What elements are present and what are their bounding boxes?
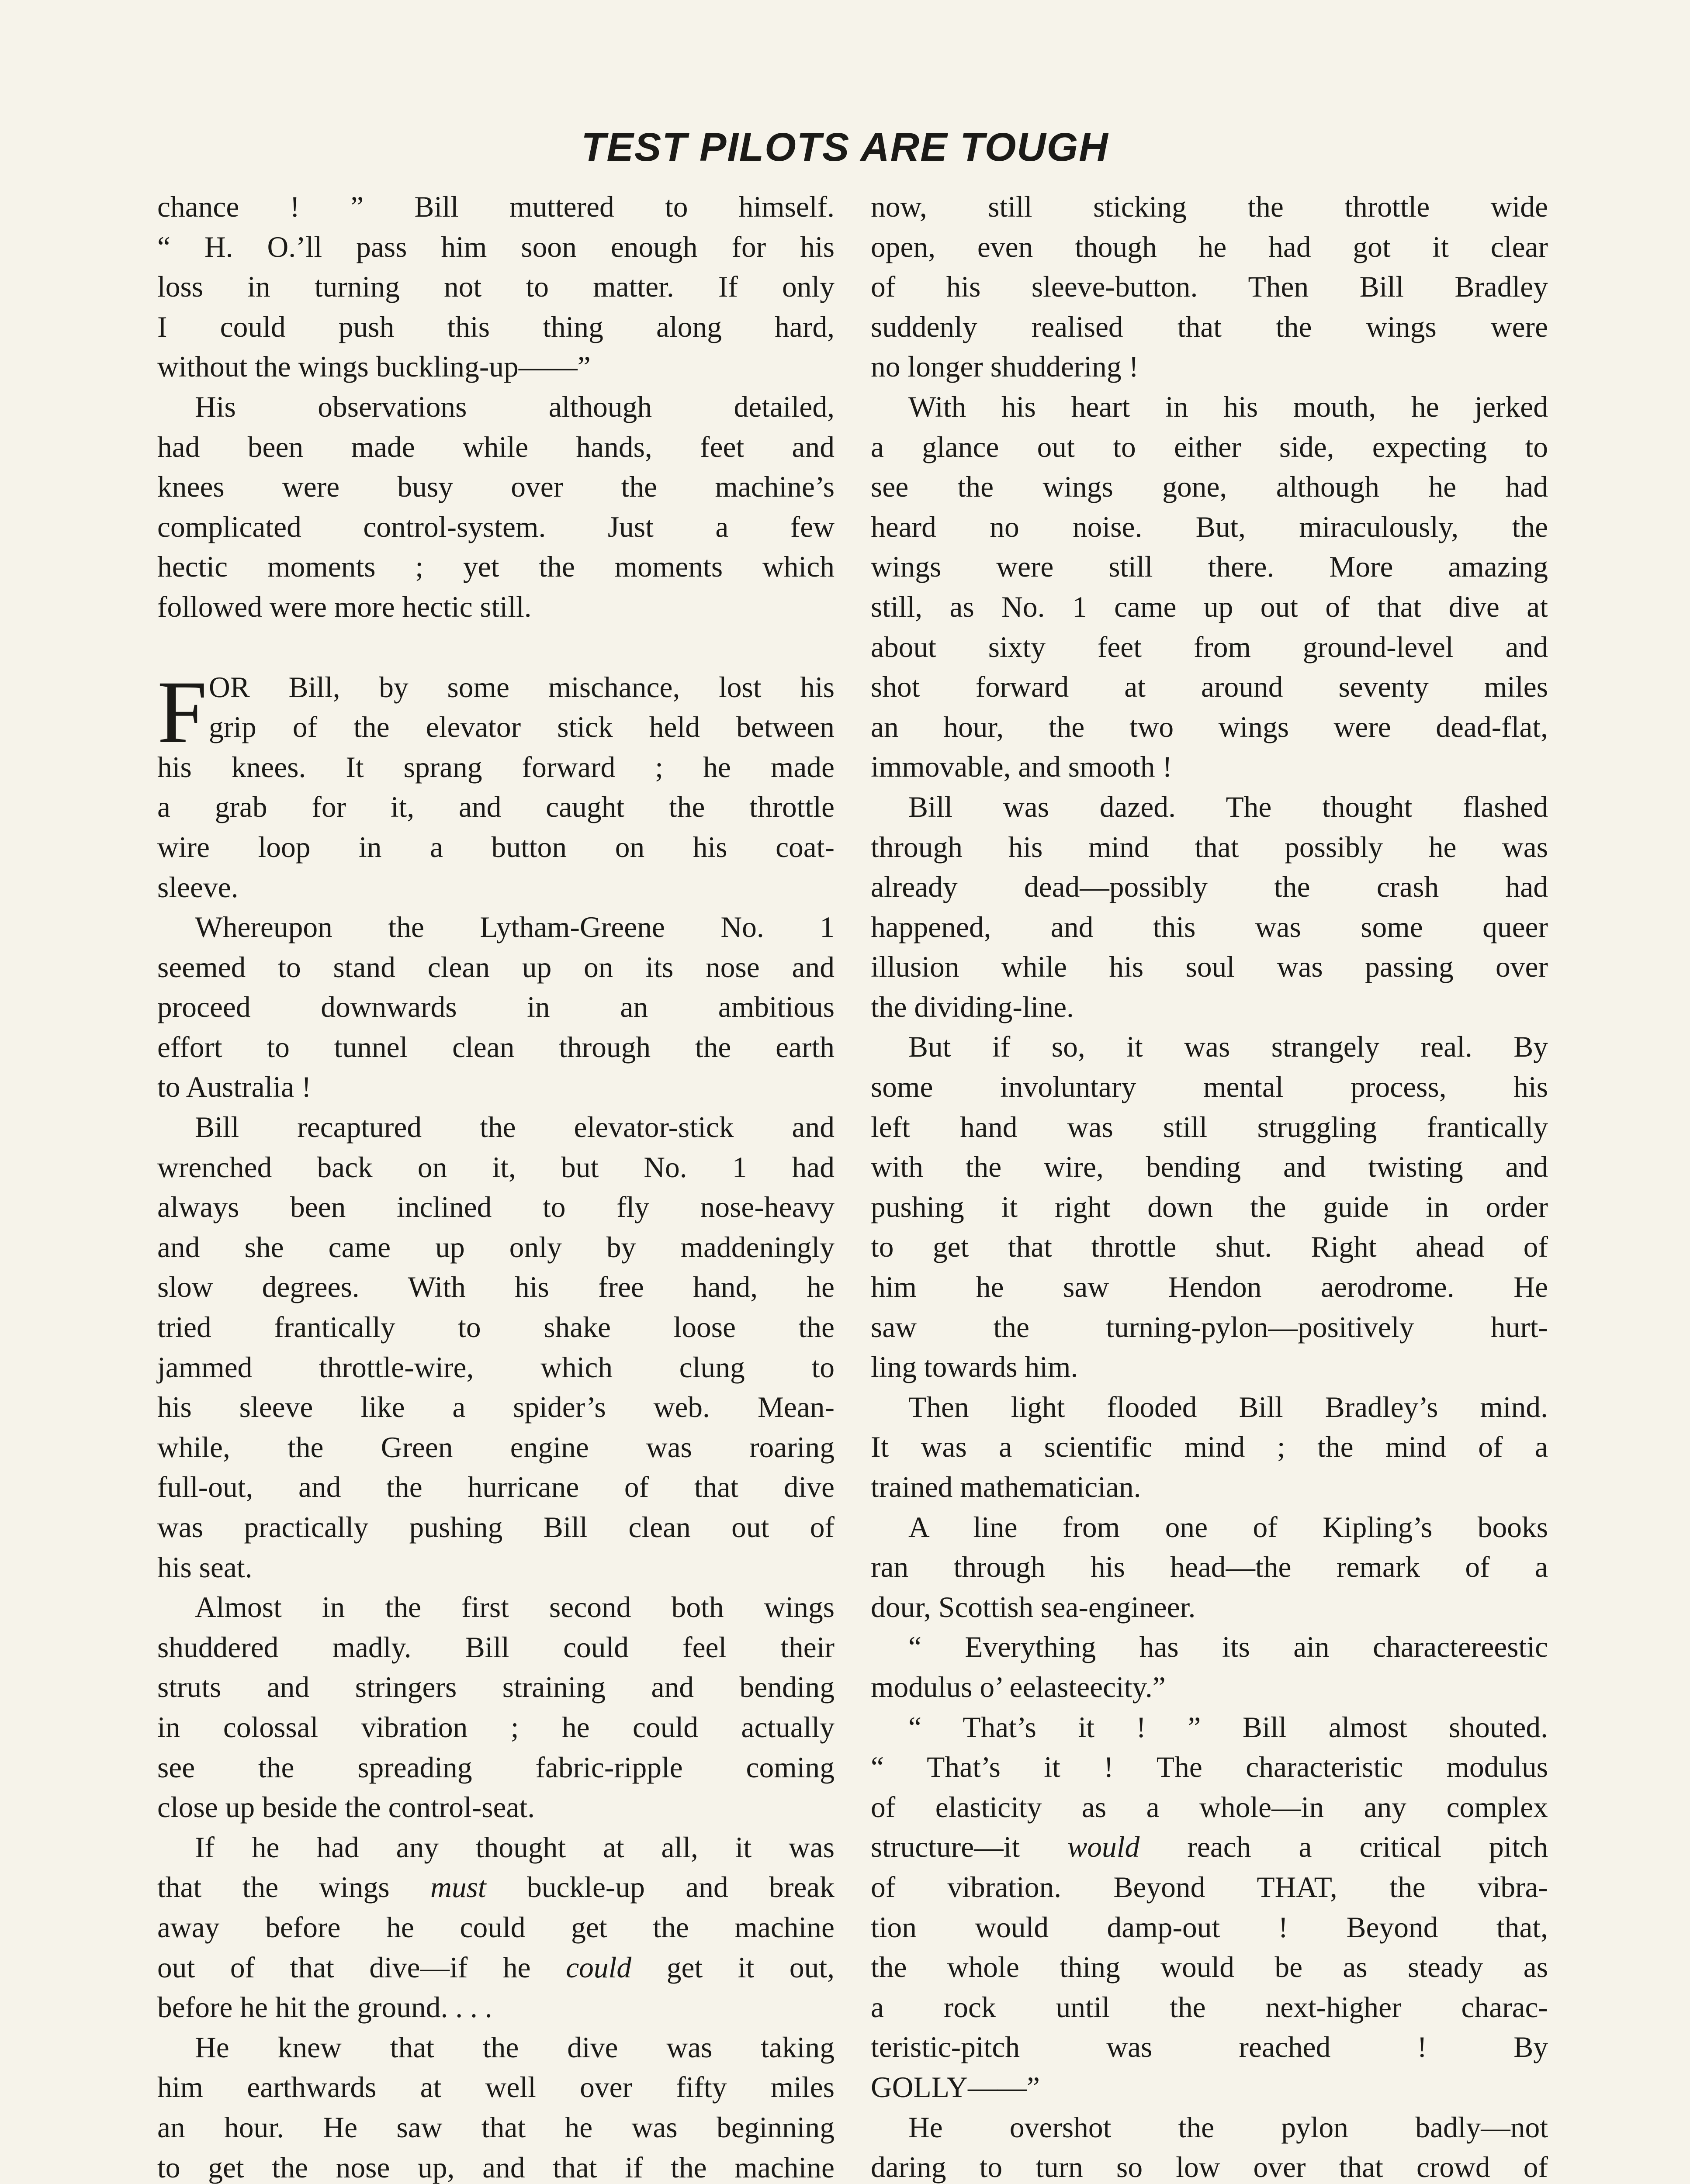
text-line: complicated control-system. Just a few [157, 510, 835, 543]
text-run: get it out, [631, 1951, 835, 1984]
text-line: ran through his head—the remark of a [871, 1551, 1548, 1584]
text-line: knees were busy over the machine’s [157, 470, 835, 504]
text-line: I could push this thing along hard, [157, 310, 835, 343]
text-line: open, even though he had got it clear [871, 230, 1548, 263]
left-column [157, 187, 835, 2184]
text-line: his seat. [157, 1551, 253, 1584]
text-line: a grab for it, and caught the throttle [157, 791, 835, 824]
text-line: modulus o’ eelasteecity.” [871, 1670, 1166, 1704]
text-line: daring to turn so low over that crowd of [871, 2151, 1548, 2184]
text-line: before he hit the ground. . . . [157, 1991, 492, 2024]
text-line: happened, and this was some queer [871, 910, 1548, 943]
text-line: see the spreading fabric-ripple coming [157, 1751, 835, 1784]
text-line: Bill recaptured the elevator-stick and [195, 1111, 835, 1144]
text-line: dour, Scottish sea-engineer. [871, 1590, 1196, 1624]
text-line: Bill was dazed. The thought flashed [908, 790, 1548, 823]
text-line: was practically pushing Bill clean out of [157, 1511, 835, 1544]
text-line: jammed throttle-wire, which clung to [157, 1351, 835, 1384]
text-line [157, 1867, 835, 1908]
italic-word: would [1067, 1831, 1140, 1864]
italic-word: must [430, 1871, 486, 1904]
text-line: to get that throttle shut. Right ahead of [871, 1230, 1548, 1264]
text-line: now, still sticking the throttle wide [871, 190, 1548, 223]
text-line: saw the turning-pylon—positively hurt- [871, 1310, 1548, 1344]
text-line: without the wings buckling-up——” [157, 350, 591, 384]
text-line: always been inclined to fly nose-heavy [157, 1191, 835, 1224]
text-line: through his mind that possibly he was [871, 830, 1548, 864]
drop-cap-paragraph [157, 662, 835, 908]
text-line: wire loop in a button on his coat- [157, 830, 835, 864]
text-line: to Australia ! [157, 1071, 312, 1104]
text-line: slow degrees. With his free hand, he [157, 1271, 835, 1304]
text-line: effort to tunnel clean through the earth [157, 1030, 835, 1064]
text-line [157, 1948, 835, 1988]
text-line: OR Bill, by some mischance, lost his [209, 670, 835, 704]
text-line: seemed to stand clean up on its nose and [157, 950, 835, 984]
text-line: It was a scientific mind ; the mind of a [871, 1431, 1548, 1464]
text-line: while, the Green engine was roaring [157, 1431, 835, 1464]
text-line: him he saw Hendon aerodrome. He [871, 1271, 1548, 1304]
text-line: of vibration. Beyond THAT, the vibra- [871, 1870, 1548, 1904]
text-line: Whereupon the Lytham-Greene No. 1 [195, 911, 835, 944]
drop-cap: F [157, 662, 208, 762]
text-line: “ That’s it ! ” Bill almost shouted. [908, 1711, 1548, 1744]
text-line: “ That’s it ! The characteristic modulus [871, 1751, 1548, 1784]
text-run: that the wings [157, 1871, 431, 1904]
text-line: A line from one of Kipling’s books [908, 1510, 1548, 1544]
text-run: structure—it [871, 1831, 1068, 1864]
text-line: some involuntary mental process, his [871, 1071, 1548, 1104]
text-line: wings were still there. More amazing [871, 550, 1548, 584]
text-line: away before he could get the machine [157, 1911, 835, 1944]
text-line: illusion while his soul was passing over [871, 950, 1548, 984]
text-line: see the wings gone, although he had [871, 470, 1548, 504]
text-line: a rock until the next-higher charac- [871, 1990, 1548, 2024]
text-line: of elasticity as a whole—in any complex [871, 1790, 1548, 1824]
text-line: “ H. O.’ll pass him soon enough for his [157, 230, 835, 263]
text-line: trained mathematician. [871, 1471, 1141, 1503]
text-line: sleeve. [157, 871, 239, 904]
text-line: followed were more hectic still. [157, 590, 532, 623]
text-line: had been made while hands, feet and [157, 430, 835, 463]
text-line: his sleeve like a spider’s web. Mean- [157, 1391, 835, 1424]
text-line: full-out, and the hurricane of that dive [157, 1471, 835, 1504]
text-line: shuddered madly. Bill could feel their [157, 1631, 835, 1664]
text-line: with the wire, bending and twisting and [871, 1151, 1548, 1184]
text-line: struts and stringers straining and bending [157, 1671, 835, 1704]
text-line: his knees. It sprang forward ; he made [157, 750, 835, 784]
text-line: tried frantically to shake loose the [157, 1311, 835, 1344]
text-line: the dividing-line. [871, 990, 1074, 1023]
text-line: tion would damp-out ! Beyond that, [871, 1911, 1548, 1944]
text-line: grip of the elevator stick held between [209, 711, 835, 744]
text-line: to get the nose up, and that if the machine [157, 2151, 835, 2184]
text-line: proceed downwards in an ambitious [157, 991, 835, 1024]
text-line: “ Everything has its ain charactereestic [908, 1631, 1548, 1664]
text-line: still, as No. 1 came up out of that dive at [871, 590, 1548, 623]
right-column [871, 187, 1548, 2184]
text-line [871, 1827, 1548, 1867]
text-line: If he had any thought at all, it was [195, 1831, 835, 1864]
page-title: TEST PILOTS ARE TOUGH [581, 125, 1109, 169]
text-run: buckle-up and break [486, 1871, 835, 1904]
text-line: ling towards him. [871, 1351, 1078, 1384]
text-line: an hour. He saw that he was beginning [157, 2111, 835, 2144]
text-line: But if so, it was strangely real. By [908, 1030, 1548, 1064]
text-line: GOLLY——” [871, 2070, 1040, 2104]
text-line: Then light flooded Bill Bradley’s mind. [908, 1390, 1548, 1424]
text-line: suddenly realised that the wings were [871, 310, 1548, 343]
text-line: and she came up only by maddeningly [157, 1230, 835, 1264]
text-line: an hour, the two wings were dead-flat, [871, 710, 1548, 743]
text-line: Almost in the first second both wings [195, 1591, 835, 1624]
text-line: no longer shuddering ! [871, 350, 1139, 384]
italic-word: could [566, 1951, 632, 1984]
section-break [157, 627, 835, 667]
text-run: reach a critical pitch [1139, 1831, 1548, 1864]
text-line: He knew that the dive was taking [195, 2031, 835, 2064]
text-line: loss in turning not to matter. If only [157, 270, 835, 304]
text-line: of his sleeve-button. Then Bill Bradley [871, 270, 1548, 304]
text-line: wrenched back on it, but No. 1 had [157, 1151, 835, 1184]
text-line: pushing it right down the guide in order [871, 1190, 1548, 1223]
text-line: him earthwards at well over fifty miles [157, 2071, 835, 2104]
text-line: left hand was still struggling frantically [871, 1110, 1548, 1144]
text-line: immovable, and smooth ! [871, 750, 1172, 784]
text-line: teristic-pitch was reached ! By [871, 2031, 1548, 2064]
text-line: close up beside the control-seat. [157, 1791, 535, 1824]
text-line: With his heart in his mouth, he jerked [908, 390, 1548, 423]
text-line: already dead—possibly the crash had [871, 871, 1548, 904]
text-line: heard no noise. But, miraculously, the [871, 510, 1548, 543]
text-line: hectic moments ; yet the moments which [157, 550, 835, 584]
text-line: His observations although detailed, [195, 390, 835, 423]
text-line: a glance out to either side, expecting to [871, 430, 1548, 463]
text-line: the whole thing would be as steady as [871, 1951, 1548, 1984]
text-run: out of that dive—if he [157, 1951, 566, 1984]
text-line: chance ! ” Bill muttered to himself. [157, 190, 835, 223]
text-line: shot forward at around seventy miles [871, 670, 1548, 704]
text-line: He overshot the pylon badly—not [908, 2111, 1548, 2144]
text-line: about sixty feet from ground-level and [871, 630, 1548, 663]
text-line: in colossal vibration ; he could actually [157, 1711, 835, 1744]
